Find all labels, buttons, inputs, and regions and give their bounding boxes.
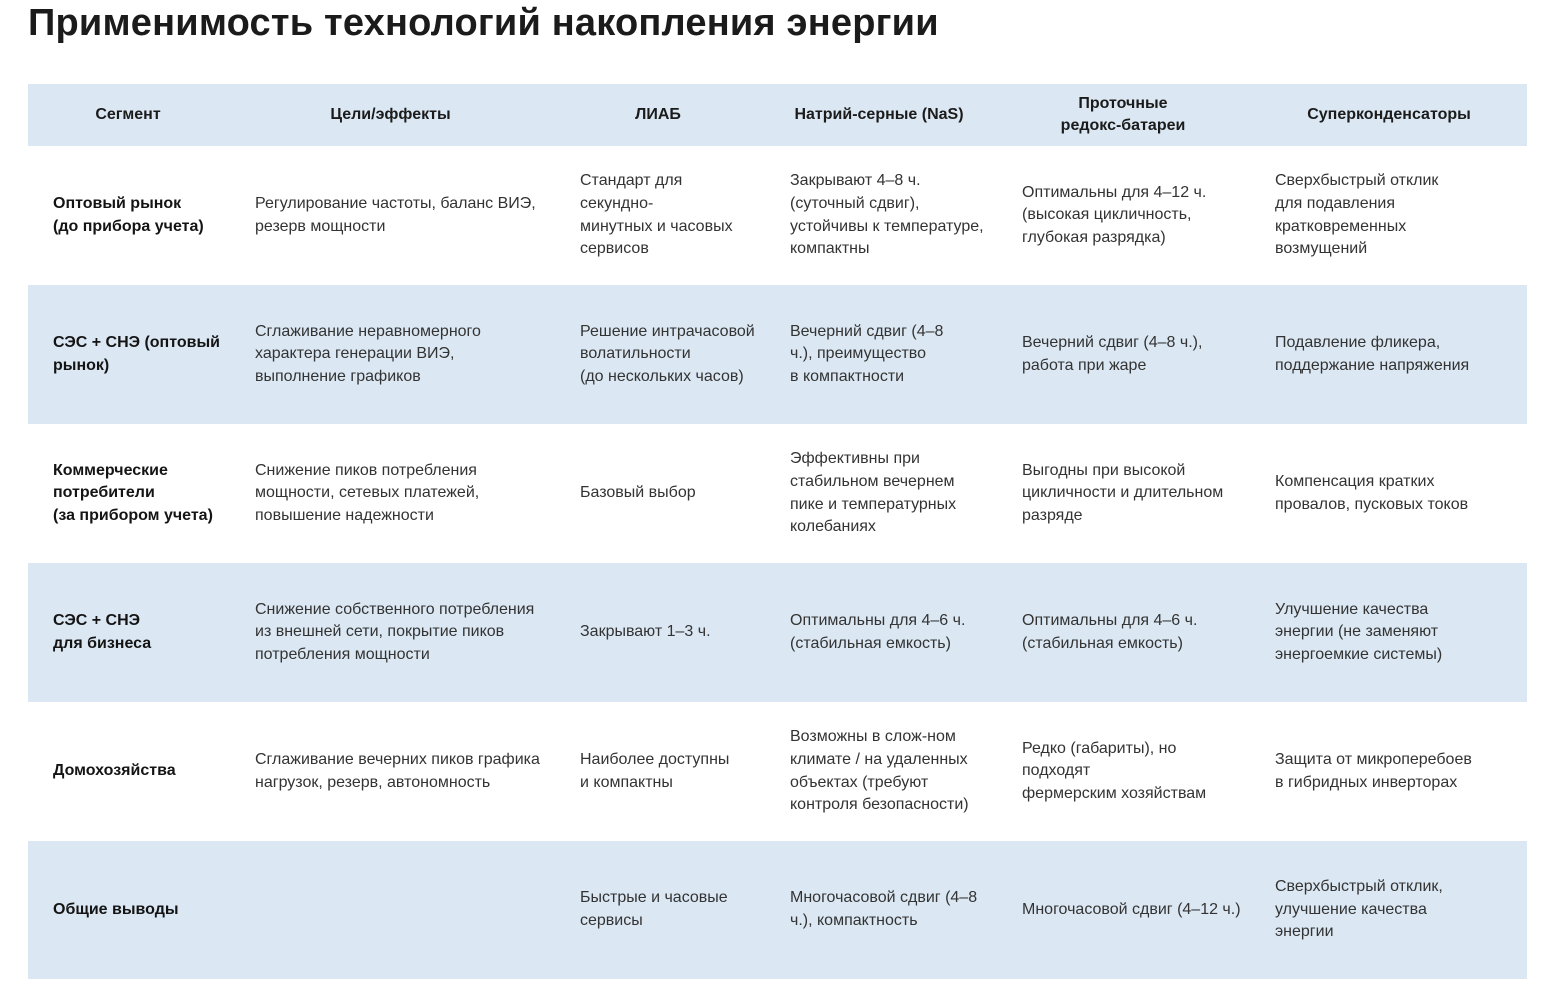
cell-super: Сверхбыстрый отклик для подавления кратковременных возмущений bbox=[1275, 172, 1439, 258]
table-header bbox=[28, 84, 1527, 146]
cell-liab: Наиболее доступны и компактны bbox=[580, 750, 730, 791]
header-supercapacitors: Суперконденсаторы bbox=[1307, 106, 1471, 123]
cell-nas: Многочасовой сдвиг (4–8 ч.), компактность bbox=[790, 889, 978, 929]
cell-flow: Оптимальны для 4–12 ч. (высокая цикличность, глубокая разрядка) bbox=[1022, 183, 1207, 246]
cell-liab: Быстрые и часовые сервисы bbox=[580, 889, 728, 929]
cell-goals bbox=[228, 841, 553, 979]
cell-goals: Снижение собственного потребления из внешней сети, покрытие пиков потребления мощности bbox=[255, 600, 535, 663]
cell-super: Улучшение качества энергии (не заменяют энергоемкие системы) bbox=[1275, 600, 1443, 663]
cell-nas: Возможны в слож-ном климате / на удаленных объектах (требуют контроля безопасности) bbox=[790, 728, 969, 814]
cell-segment: СЭС + СНЭ для бизнеса bbox=[53, 611, 152, 652]
table-row bbox=[28, 702, 1527, 841]
cell-super: Компенсация кратких провалов, пусковых токов bbox=[1275, 472, 1469, 513]
technology-applicability-table bbox=[28, 84, 1527, 979]
header-flow-batteries: Проточные редокс-батареи bbox=[1060, 95, 1186, 134]
cell-segment: Домохозяйства bbox=[53, 762, 176, 780]
cell-flow: Многочасовой сдвиг (4–12 ч.) bbox=[1022, 900, 1241, 918]
cell-flow: Вечерний сдвиг (4–8 ч.), работа при жаре bbox=[1022, 333, 1203, 374]
header-row bbox=[28, 84, 1527, 146]
table-row bbox=[28, 841, 1527, 979]
table-row bbox=[28, 285, 1527, 424]
table-row bbox=[28, 424, 1527, 563]
header-segment: Сегмент bbox=[95, 106, 161, 123]
cell-super: Сверхбыстрый отклик, улучшение качества энергии bbox=[1275, 878, 1443, 941]
cell-flow: Оптимальны для 4–6 ч. (стабильная емкость) bbox=[1022, 611, 1198, 652]
cell-segment: СЭС + СНЭ (оптовый рынок) bbox=[53, 333, 220, 374]
header-nas: Натрий-серные (NaS) bbox=[794, 106, 964, 123]
cell-super: Защита от микроперебоев в гибридных инверторах bbox=[1275, 750, 1472, 791]
cell-liab: Базовый выбор bbox=[580, 484, 696, 502]
cell-flow: Редко (габариты), но подходят фермерским хозяйствам bbox=[1022, 739, 1207, 802]
table-body bbox=[28, 146, 1527, 979]
header-goals: Цели/эффекты bbox=[330, 106, 451, 123]
table-row bbox=[28, 146, 1527, 285]
cell-segment: Коммерческие потребители (за прибором учета) bbox=[53, 461, 213, 524]
cell-nas: Закрывают 4–8 ч. (суточный сдвиг), устойчивы к температуре, компактны bbox=[790, 172, 984, 258]
cell-goals: Сглаживание вечерних пиков графика нагрузок, резерв, автономность bbox=[255, 750, 540, 791]
header-liab: ЛИАБ bbox=[635, 106, 681, 123]
cell-goals: Сглаживание неравномерного характера генерации ВИЭ, выполнение графиков bbox=[255, 322, 481, 385]
cell-goals: Регулирование частоты, баланс ВИЭ, резерв мощности bbox=[255, 194, 536, 235]
cell-flow: Выгодны при высокой цикличности и длительном разряде bbox=[1022, 461, 1224, 524]
table-row bbox=[28, 563, 1527, 702]
cell-nas: Эффективны при стабильном вечернем пике и температурных колебаниях bbox=[790, 450, 957, 536]
cell-liab: Стандарт для секундно- минутных и часовых сервисов bbox=[580, 172, 733, 258]
cell-segment: Оптовый рынок (до прибора учета) bbox=[53, 194, 204, 235]
cell-nas: Вечерний сдвиг (4–8 ч.), преимущество в компактности bbox=[790, 322, 944, 385]
cell-super: Подавление фликера, поддержание напряжения bbox=[1275, 333, 1470, 374]
cell-liab: Решение интрачасовой волатильности (до нескольких часов) bbox=[580, 322, 755, 385]
cell-nas: Оптимальны для 4–6 ч. (стабильная емкость) bbox=[790, 611, 966, 652]
cell-liab: Закрывают 1–3 ч. bbox=[580, 623, 711, 641]
cell-segment: Общие выводы bbox=[53, 900, 179, 918]
cell-goals: Снижение пиков потребления мощности, сетевых платежей, повышение надежности bbox=[255, 461, 480, 524]
page-title: Применимость технологий накопления энергии bbox=[28, 2, 939, 44]
